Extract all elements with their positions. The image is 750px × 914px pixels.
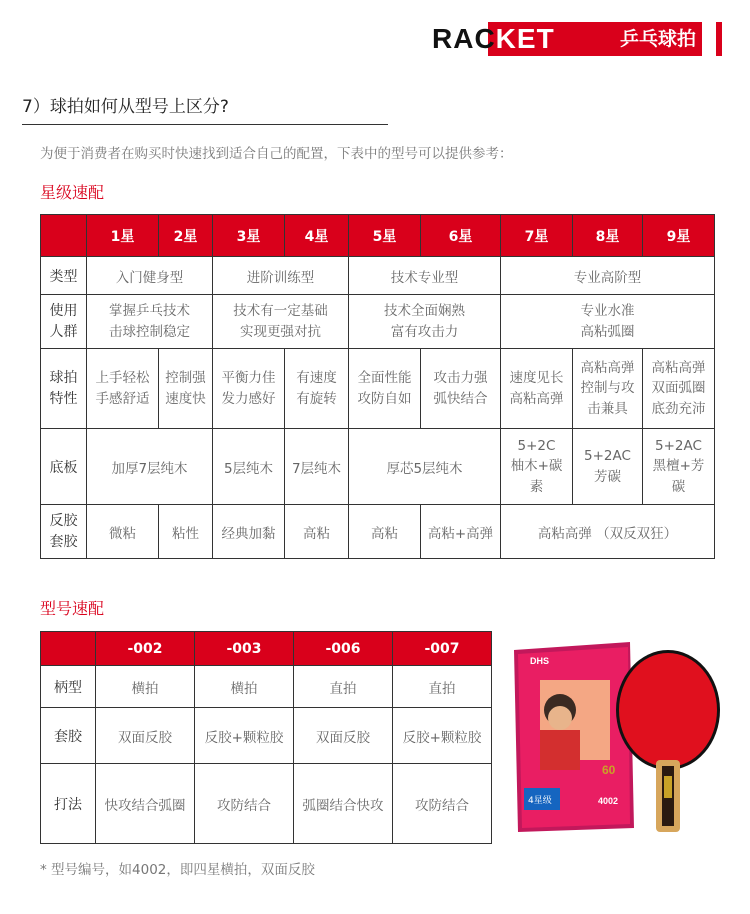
- table-cell: 进阶训练型: [213, 257, 349, 295]
- table-cell: 高粘高弹 （双反双狂）: [501, 505, 715, 559]
- row-label-handle: 柄型: [41, 666, 96, 708]
- model-header: -002: [96, 632, 195, 666]
- table-cell: 掌握乒乓技术 击球控制稳定: [87, 295, 213, 349]
- table-cell: 快攻结合弧圈: [96, 764, 195, 844]
- product-box: [514, 642, 634, 832]
- table-cell: 速度见长 高粘高弹: [501, 349, 573, 429]
- row-label-blade: 底板: [41, 429, 87, 505]
- table-cell: 双面反胶: [96, 708, 195, 764]
- row-label-type: 类型: [41, 257, 87, 295]
- row-label-rubber: 套胶: [41, 708, 96, 764]
- table-cell: 高粘高弹 双面弧圈 底劲充沛: [643, 349, 715, 429]
- row-label-traits: 球拍 特性: [41, 349, 87, 429]
- table-cell: 技术全面娴熟 富有攻击力: [349, 295, 501, 349]
- table-cell: 上手轻松 手感舒适: [87, 349, 159, 429]
- box-model-number: 4002: [598, 796, 619, 806]
- model-header: -006: [294, 632, 393, 666]
- table-cell: 横拍: [195, 666, 294, 708]
- table-cell: 攻击力强 弧快结合: [421, 349, 501, 429]
- table-cell: 5+2AC 黑檀+芳 碳: [643, 429, 715, 505]
- brand-header: [432, 22, 722, 56]
- model-header: -007: [393, 632, 492, 666]
- section-divider: [22, 124, 388, 125]
- row-label-style: 打法: [41, 764, 96, 844]
- model-header: -003: [195, 632, 294, 666]
- star-header: 4星: [285, 215, 349, 257]
- table-cell: 厚芯5层纯木: [349, 429, 501, 505]
- table-cell: 技术专业型: [349, 257, 501, 295]
- table-cell: 平衡力佳 发力感好: [213, 349, 285, 429]
- star-header: 2星: [159, 215, 213, 257]
- table-cell: 高粘+高弹: [421, 505, 501, 559]
- star-table-title: 星级速配: [40, 183, 105, 202]
- table-cell: 粘性: [159, 505, 213, 559]
- row-label-users: 使用 人群: [41, 295, 87, 349]
- brand-wordmark: RACKET: [432, 23, 555, 54]
- table-cell: 弧圈结合快攻: [294, 764, 393, 844]
- table-cell: 专业水准 高粘弧圈: [501, 295, 715, 349]
- table-cell: 专业高阶型: [501, 257, 715, 295]
- star-table: [40, 214, 715, 559]
- table-cell: 有速度 有旋转: [285, 349, 349, 429]
- star-header: 6星: [421, 215, 501, 257]
- brand-cn-title: 乒乓球拍: [619, 28, 696, 50]
- star-header: 5星: [349, 215, 421, 257]
- product-photo: [510, 640, 720, 835]
- table-cell: 反胶+颗粒胶: [393, 708, 492, 764]
- row-label-rubber: 反胶 套胶: [41, 505, 87, 559]
- table-cell: 微粘: [87, 505, 159, 559]
- star-header: 3星: [213, 215, 285, 257]
- table-cell: 高粘: [285, 505, 349, 559]
- table-cell: 5+2C 柚木+碳 素: [501, 429, 573, 505]
- table-cell: 5层纯木: [213, 429, 285, 505]
- footnote: * 型号编号，如4002，即四星横拍，双面反胶: [40, 862, 315, 878]
- model-table-title: 型号速配: [40, 599, 105, 618]
- star-header: 7星: [501, 215, 573, 257]
- table-cell: 直拍: [294, 666, 393, 708]
- model-table: [40, 631, 492, 844]
- table-cell: 攻防结合: [393, 764, 492, 844]
- star-header: 1星: [87, 215, 159, 257]
- table-cell: 7层纯木: [285, 429, 349, 505]
- corner-cell: [41, 632, 96, 666]
- table-cell: 5+2AC 芳碳: [573, 429, 643, 505]
- box-star-label: 4星级: [528, 796, 552, 806]
- table-cell: 高粘: [349, 505, 421, 559]
- table-cell: 高粘高弹 控制与攻 击兼具: [573, 349, 643, 429]
- star-header: 8星: [573, 215, 643, 257]
- table-cell: 攻防结合: [195, 764, 294, 844]
- intro-text: 为便于消费者在购买时快速找到适合自己的配置，下表中的型号可以提供参考：: [40, 146, 513, 162]
- table-cell: 全面性能 攻防自如: [349, 349, 421, 429]
- section-title: 7）球拍如何从型号上区分?: [22, 97, 229, 117]
- table-cell: 加厚7层纯木: [87, 429, 213, 505]
- table-cell: 反胶+颗粒胶: [195, 708, 294, 764]
- box-anniversary-mark: 60: [602, 763, 616, 777]
- star-header: 9星: [643, 215, 715, 257]
- corner-cell: [41, 215, 87, 257]
- table-cell: 横拍: [96, 666, 195, 708]
- table-cell: 技术有一定基础 实现更强对抗: [213, 295, 349, 349]
- table-cell: 双面反胶: [294, 708, 393, 764]
- table-cell: 经典加黏: [213, 505, 285, 559]
- brand-accent-bar: [716, 22, 722, 56]
- box-brand-logo: DHS: [530, 656, 550, 666]
- table-cell: 控制强 速度快: [159, 349, 213, 429]
- table-cell: 入门健身型: [87, 257, 213, 295]
- table-cell: 直拍: [393, 666, 492, 708]
